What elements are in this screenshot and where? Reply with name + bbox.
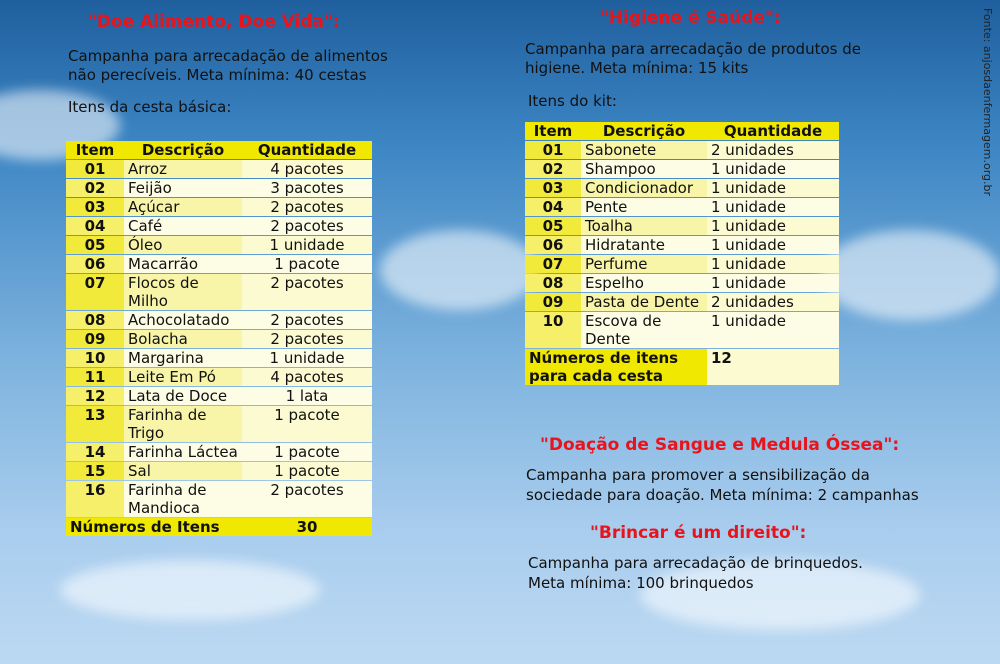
item-quantity: 1 unidade (707, 255, 839, 273)
table-row (66, 179, 372, 197)
col-header-item: Item (525, 122, 581, 140)
table-row (66, 406, 372, 442)
table-row (66, 387, 372, 405)
item-description: Flocos de Milho (124, 274, 242, 310)
hygiene-campaign-title: "Higiene é Saúde": (600, 8, 781, 28)
table-row (66, 368, 372, 386)
table-row (525, 274, 839, 292)
item-description: Escova de Dente (581, 312, 707, 348)
item-number: 05 (525, 217, 581, 235)
item-quantity: 4 pacotes (242, 160, 372, 178)
item-description: Óleo (124, 236, 242, 254)
item-quantity: 1 unidade (707, 274, 839, 292)
table-row (66, 462, 372, 480)
item-number: 06 (525, 236, 581, 254)
item-quantity: 2 pacotes (242, 330, 372, 348)
item-description: Margarina (124, 349, 242, 367)
item-number: 02 (525, 160, 581, 178)
item-description: Farinha de Trigo (124, 406, 242, 442)
item-quantity: 2 pacotes (242, 481, 372, 517)
item-number: 07 (66, 274, 124, 310)
item-description: Pente (581, 198, 707, 216)
play-campaign-title: "Brincar é um direito": (590, 523, 807, 543)
item-number: 06 (66, 255, 124, 273)
item-number: 03 (66, 198, 124, 216)
table-row (525, 255, 839, 273)
item-description: Leite Em Pó (124, 368, 242, 386)
table-row (66, 311, 372, 329)
item-quantity: 1 pacote (242, 443, 372, 461)
item-description: Arroz (124, 160, 242, 178)
item-description: Condicionador (581, 179, 707, 197)
item-number: 08 (525, 274, 581, 292)
food-campaign-desc-2: não perecíveis. Meta mínima: 40 cestas (68, 66, 367, 84)
item-number: 10 (525, 312, 581, 348)
col-header-quantity: Quantidade (707, 122, 839, 140)
item-number: 11 (66, 368, 124, 386)
source-credit: Fonte: anjosdaenfermagem.org.br (981, 8, 994, 197)
item-description: Hidratante (581, 236, 707, 254)
item-description: Sal (124, 462, 242, 480)
hygiene-total-label: Números de itens para cada cesta (525, 349, 707, 385)
item-number: 04 (66, 217, 124, 235)
cloud-decoration (380, 230, 540, 310)
item-number: 09 (525, 293, 581, 311)
table-row (525, 312, 839, 348)
item-quantity: 2 pacotes (242, 274, 372, 310)
item-description: Toalha (581, 217, 707, 235)
item-number: 05 (66, 236, 124, 254)
table-row (525, 179, 839, 197)
item-quantity: 2 unidades (707, 141, 839, 159)
item-quantity: 1 unidade (242, 349, 372, 367)
food-campaign-desc-1: Campanha para arrecadação de alimentos (68, 47, 388, 65)
table-row (66, 236, 372, 254)
item-quantity: 1 unidade (707, 312, 839, 348)
item-number: 09 (66, 330, 124, 348)
item-quantity: 1 pacote (242, 255, 372, 273)
table-row (66, 443, 372, 461)
item-description: Açúcar (124, 198, 242, 216)
table-row (525, 217, 839, 235)
hygiene-campaign-desc-2: higiene. Meta mínima: 15 kits (525, 59, 749, 77)
item-number: 14 (66, 443, 124, 461)
blood-campaign-desc-2: sociedade para doação. Meta mínima: 2 campanhas (526, 486, 919, 504)
col-header-item: Item (66, 141, 124, 159)
item-description: Shampoo (581, 160, 707, 178)
food-basket-table (66, 140, 372, 537)
item-quantity: 1 unidade (242, 236, 372, 254)
item-number: 12 (66, 387, 124, 405)
item-number: 02 (66, 179, 124, 197)
table-row (525, 198, 839, 216)
table-row (525, 293, 839, 311)
hygiene-kit-table (525, 121, 839, 386)
item-description: Sabonete (581, 141, 707, 159)
table-row (66, 255, 372, 273)
item-quantity: 2 pacotes (242, 311, 372, 329)
table-row (66, 198, 372, 216)
item-number: 10 (66, 349, 124, 367)
food-total-value: 30 (242, 518, 372, 536)
food-campaign-title: "Doe Alimento, Doe Vida": (88, 12, 340, 32)
item-quantity: 1 unidade (707, 217, 839, 235)
table-row (525, 160, 839, 178)
hygiene-total-value: 12 (707, 349, 839, 385)
item-quantity: 1 pacote (242, 406, 372, 442)
item-description: Espelho (581, 274, 707, 292)
item-description: Bolacha (124, 330, 242, 348)
item-quantity: 1 pacote (242, 462, 372, 480)
item-description: Pasta de Dente (581, 293, 707, 311)
table-row (66, 349, 372, 367)
item-description: Lata de Doce (124, 387, 242, 405)
table-row (66, 217, 372, 235)
col-header-description: Descrição (581, 122, 707, 140)
table-row (66, 481, 372, 517)
blood-campaign-title: "Doação de Sangue e Medula Óssea": (540, 435, 900, 455)
item-number: 15 (66, 462, 124, 480)
table-row (66, 160, 372, 178)
table-row (525, 236, 839, 254)
item-description: Café (124, 217, 242, 235)
item-description: Perfume (581, 255, 707, 273)
item-quantity: 2 unidades (707, 293, 839, 311)
item-number: 04 (525, 198, 581, 216)
table-row (66, 330, 372, 348)
col-header-quantity: Quantidade (242, 141, 372, 159)
item-number: 03 (525, 179, 581, 197)
table-row (66, 274, 372, 310)
item-description: Achocolatado (124, 311, 242, 329)
item-number: 07 (525, 255, 581, 273)
table-row (525, 141, 839, 159)
item-quantity: 3 pacotes (242, 179, 372, 197)
item-quantity: 2 pacotes (242, 198, 372, 216)
item-number: 08 (66, 311, 124, 329)
item-description: Macarrão (124, 255, 242, 273)
item-number: 13 (66, 406, 124, 442)
item-number: 01 (525, 141, 581, 159)
item-quantity: 1 unidade (707, 179, 839, 197)
item-quantity: 2 pacotes (242, 217, 372, 235)
food-total-label: Números de Itens (66, 518, 242, 536)
item-number: 16 (66, 481, 124, 517)
item-number: 01 (66, 160, 124, 178)
hygiene-campaign-desc-1: Campanha para arrecadação de produtos de (525, 40, 861, 58)
item-description: Farinha de Mandioca (124, 481, 242, 517)
hygiene-items-label: Itens do kit: (528, 92, 617, 110)
cloud-decoration (820, 230, 1000, 320)
item-quantity: 1 unidade (707, 160, 839, 178)
play-campaign-desc-1: Campanha para arrecadação de brinquedos. (528, 554, 863, 572)
play-campaign-desc-2: Meta mínima: 100 brinquedos (528, 574, 754, 592)
food-items-label: Itens da cesta básica: (68, 98, 232, 116)
item-description: Farinha Láctea (124, 443, 242, 461)
blood-campaign-desc-1: Campanha para promover a sensibilização da (526, 466, 870, 484)
item-description: Feijão (124, 179, 242, 197)
cloud-decoration (60, 560, 320, 620)
item-quantity: 1 unidade (707, 198, 839, 216)
col-header-description: Descrição (124, 141, 242, 159)
item-quantity: 4 pacotes (242, 368, 372, 386)
item-quantity: 1 unidade (707, 236, 839, 254)
item-quantity: 1 lata (242, 387, 372, 405)
